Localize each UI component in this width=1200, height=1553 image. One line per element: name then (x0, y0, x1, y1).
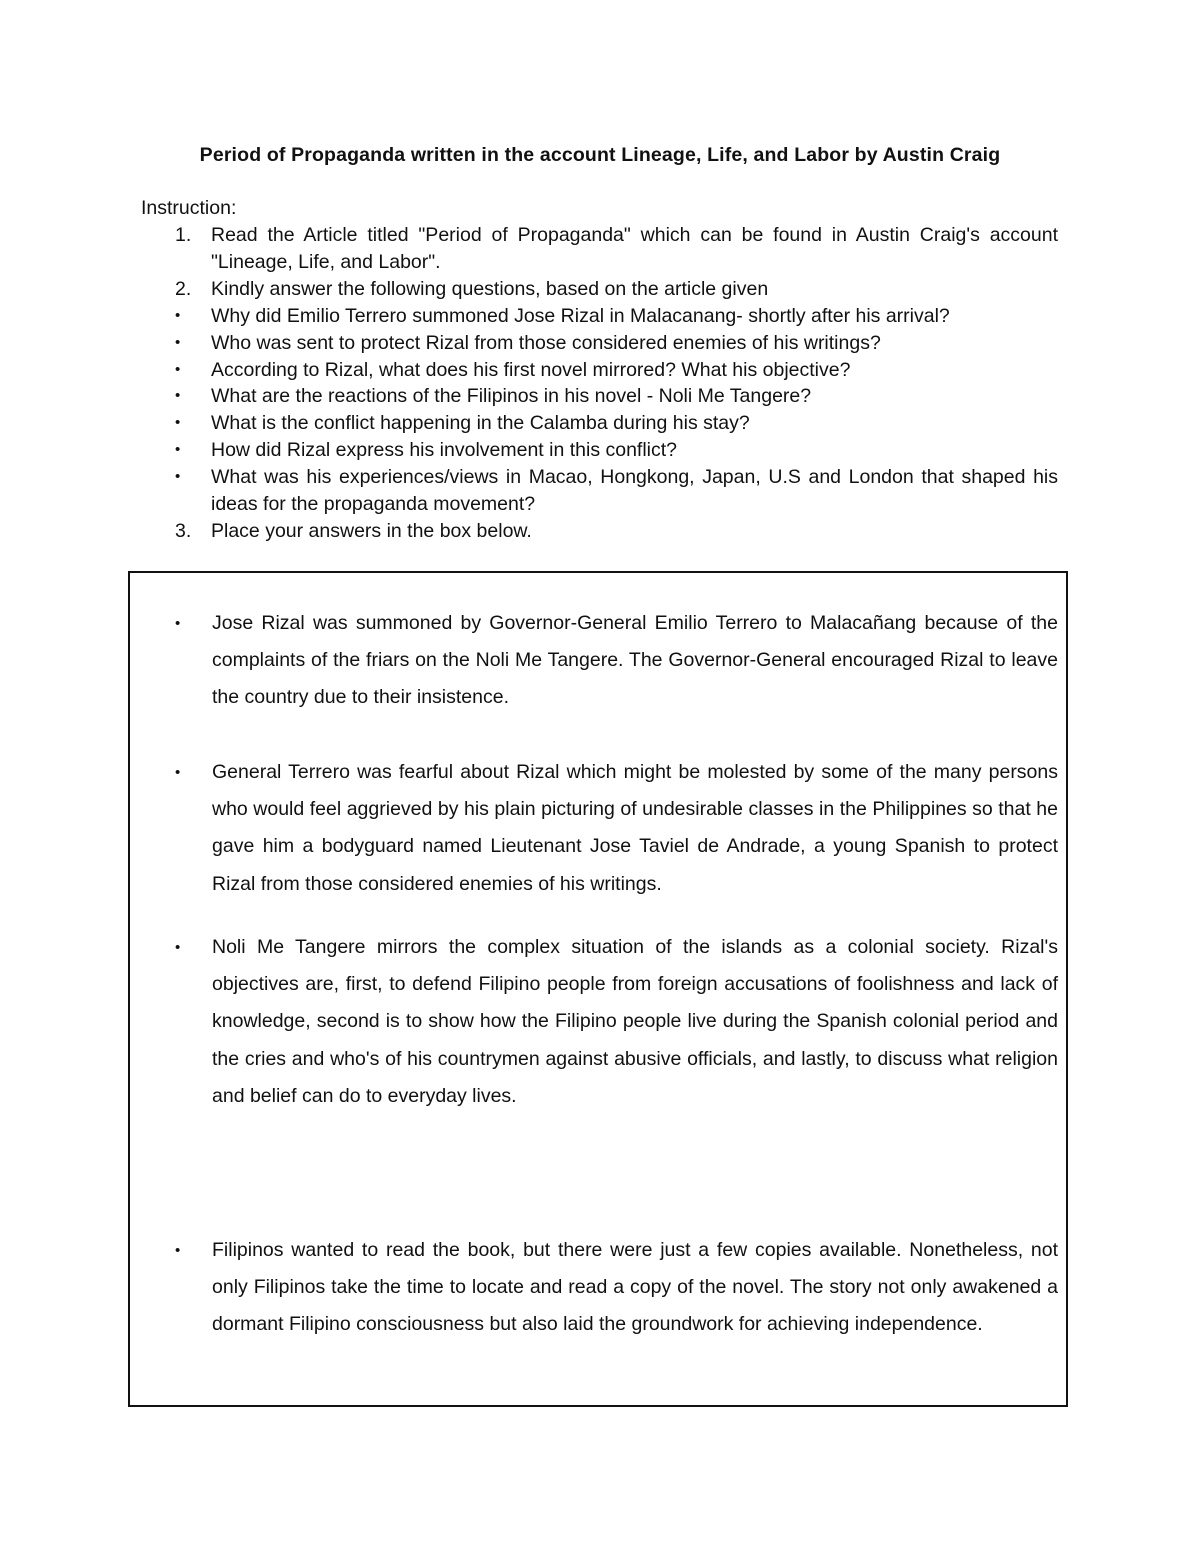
instruction-item (141, 276, 1058, 303)
question-item (141, 410, 1058, 437)
bullet-icon: • (175, 441, 181, 459)
question-text: What was his experiences/views in Macao, Hongkong, Japan, U.S and London that shaped his ideas for the propaganda movement? (211, 466, 1058, 516)
answer-text: Noli Me Tangere mirrors the complex situation of the islands as a colonial society. Rizal's objectives are, first, to defend Filipino people from foreign accusations of foolishness and lack of knowledge, second is to show how the Filipino people live during the Spanish colonial period and the cries and who's of his countrymen against abusive officials, and lastly, to discuss what religion and belief can do to everyday lives. (212, 936, 1058, 1107)
question-item (141, 303, 1058, 330)
document-title: Period of Propaganda written in the account Lineage, Life, and Labor by Austin Craig (199, 144, 1001, 166)
answer-box (128, 571, 1068, 1407)
bullet-icon: • (175, 764, 181, 781)
instruction-item (141, 518, 1058, 545)
list-number: 2. (175, 277, 192, 300)
answer-text: Jose Rizal was summoned by Governor-General Emilio Terrero to Malacañang because of the complaints of the friars on the Noli Me Tangere. The Governor-General encouraged Rizal to leave the country due to their insistence. (212, 612, 1058, 709)
question-item (141, 464, 1058, 518)
instruction-label: Instruction: (141, 197, 237, 219)
bullet-icon: • (175, 468, 181, 486)
question-text: How did Rizal express his involvement in this conflict? (211, 439, 678, 462)
list-number: 1. (175, 224, 192, 246)
question-text: What is the conflict happening in the Calamba during his stay? (211, 412, 750, 435)
instruction-text: Read the Article titled "Period of Propaganda" which can be found in Austin Craig's account "Lineage, Life, and Labor". (211, 224, 1058, 273)
bullet-icon: • (175, 414, 181, 432)
answer-paragraph (175, 1232, 1058, 1344)
question-item (141, 383, 1058, 410)
question-text: According to Rizal, what does his first novel mirrored? What his objective? (211, 358, 851, 381)
list-number: 3. (175, 519, 192, 542)
question-item (141, 330, 1058, 357)
bullet-icon: • (175, 1242, 181, 1259)
bullet-icon: • (175, 333, 181, 351)
question-text: Who was sent to protect Rizal from those considered enemies of his writings? (211, 331, 881, 354)
question-item (141, 437, 1058, 464)
bullet-icon: • (175, 615, 181, 632)
instruction-item (141, 222, 1058, 276)
question-text: What are the reactions of the Filipinos in his novel - Noli Me Tangere? (211, 385, 812, 408)
question-item (141, 357, 1058, 384)
answer-text: General Terrero was fearful about Rizal which might be molested by some of the many persons who would feel aggrieved by his plain picturing of undesirable classes in the Philippines so that he gave him a bodyguard named Lieutenant Jose Taviel de Andrade, a young Spanish to protect Rizal from those considered enemies of his writings. (212, 761, 1058, 895)
question-text: Why did Emilio Terrero summoned Jose Rizal in Malacanang- shortly after his arrival? (211, 304, 950, 327)
instruction-text: Kindly answer the following questions, based on the article given (211, 277, 769, 300)
bullet-icon: • (175, 306, 181, 324)
answer-text: Filipinos wanted to read the book, but there were just a few copies available. Nonetheless, not only Filipinos take the time to locate and read a copy of the novel. The story not only awakened a dormant Filipino consciousness but also laid the groundwork for achieving independence. (212, 1239, 1058, 1336)
answer-paragraph (175, 929, 1058, 1115)
bullet-icon: • (175, 360, 181, 378)
instruction-text: Place your answers in the box below. (211, 519, 532, 542)
bullet-icon: • (175, 387, 181, 405)
answer-paragraph (175, 605, 1058, 717)
bullet-icon: • (175, 939, 181, 956)
answer-paragraph (175, 754, 1058, 903)
instruction-list (141, 222, 1058, 545)
